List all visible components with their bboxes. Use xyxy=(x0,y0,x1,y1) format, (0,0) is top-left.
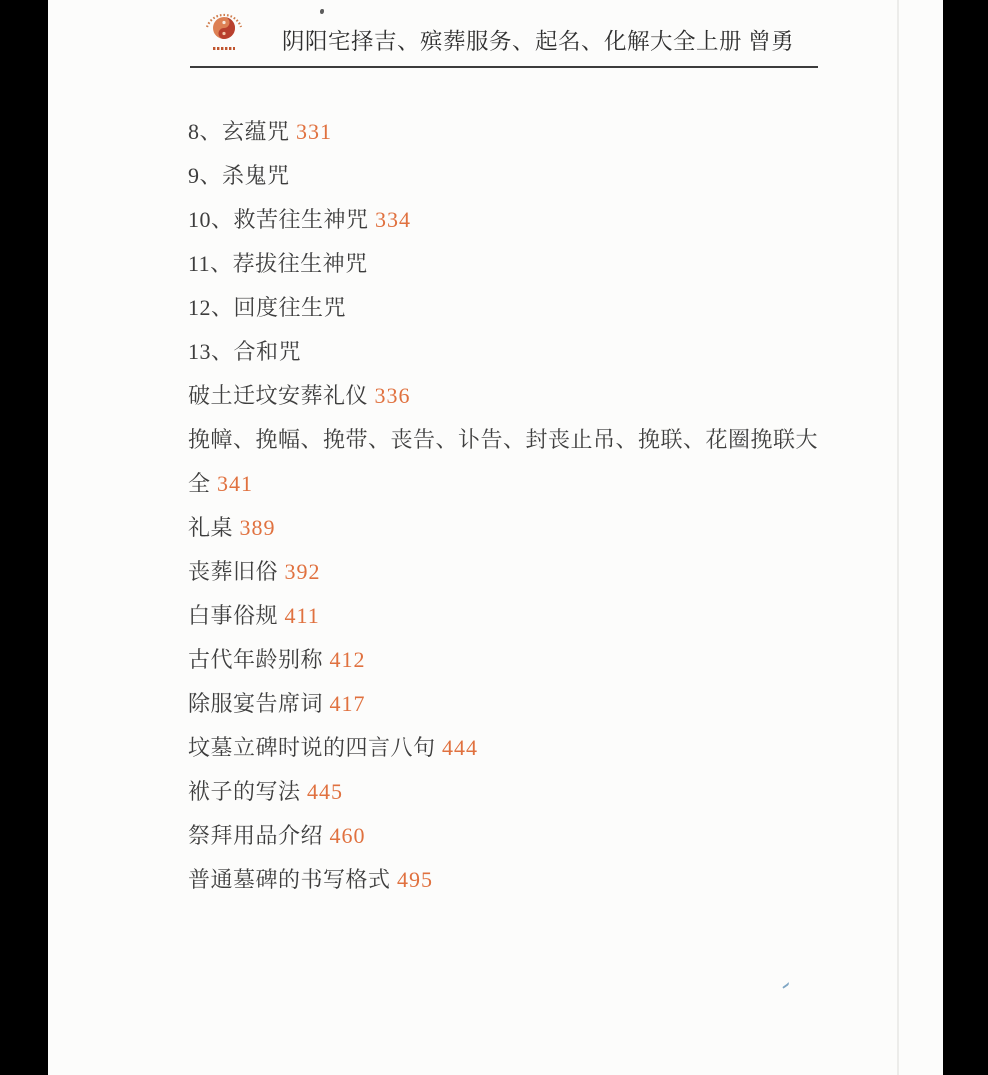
toc-item-label: 13、合和咒 xyxy=(188,339,302,364)
toc-item xyxy=(188,198,824,242)
publisher-logo xyxy=(200,6,248,54)
toc-item-label: 普通墓碑的书写格式 xyxy=(188,867,391,892)
toc-item xyxy=(188,770,824,814)
page-edge-line xyxy=(897,0,899,1075)
toc-item-page: 445 xyxy=(300,779,344,804)
toc-item-page: 417 xyxy=(323,691,366,716)
toc-item-label: 礼桌 xyxy=(188,515,234,540)
toc-item xyxy=(188,682,824,726)
toc-item xyxy=(188,374,824,418)
toc-item xyxy=(188,814,824,858)
toc-item xyxy=(188,594,824,638)
toc-item-page: 331 xyxy=(289,119,333,144)
toc-item-label: 挽幛、挽幅、挽带、丧告、讣告、封丧止吊、挽联、花圈挽联大全 xyxy=(188,427,819,496)
toc-item xyxy=(188,330,824,374)
toc-item-page: 412 xyxy=(323,647,366,672)
book-title: 阴阳宅择吉、殡葬服务、起名、化解大全上册 曾勇 xyxy=(282,29,795,54)
toc-item xyxy=(188,154,824,198)
toc-item-page: 444 xyxy=(435,735,479,760)
toc-item-label: 10、救苦往生神咒 xyxy=(188,207,369,232)
toc-item-label: 白事俗规 xyxy=(188,603,279,628)
pen-mark xyxy=(780,979,790,989)
toc-item-page: 411 xyxy=(278,603,320,628)
toc-item-label: 8、玄蕴咒 xyxy=(188,119,290,144)
toc-item-label: 11、荐拔往生神咒 xyxy=(188,251,368,276)
toc-item xyxy=(188,858,824,902)
toc-item-page: 341 xyxy=(210,471,254,496)
toc-list xyxy=(188,110,824,902)
toc-item-label: 破土迁坟安葬礼仪 xyxy=(188,383,369,408)
toc-item xyxy=(188,110,824,154)
toc-item-label: 12、回度往生咒 xyxy=(188,295,347,320)
toc-item-label: 丧葬旧俗 xyxy=(188,559,279,584)
toc-item-label: 除服宴告席词 xyxy=(188,691,324,716)
toc-item xyxy=(188,242,824,286)
toc-item xyxy=(188,726,824,770)
header-divider xyxy=(190,66,818,68)
toc-item xyxy=(188,638,824,682)
toc-item-label: 坟墓立碑时说的四言八句 xyxy=(188,735,436,760)
toc-item xyxy=(188,506,824,550)
ink-speck xyxy=(320,9,324,14)
toc-item-page: 460 xyxy=(323,823,366,848)
toc-item-page: 495 xyxy=(390,867,434,892)
toc-item-label: 祭拜用品介绍 xyxy=(188,823,324,848)
toc-item-label: 袱子的写法 xyxy=(188,779,301,804)
toc-item xyxy=(188,286,824,330)
toc-item-label: 9、杀鬼咒 xyxy=(188,163,290,188)
toc-item-page: 389 xyxy=(233,515,276,540)
taiji-emblem-icon xyxy=(200,6,248,54)
document-page xyxy=(48,0,943,1075)
toc-item-label: 古代年龄别称 xyxy=(188,647,324,672)
toc-item-page: 334 xyxy=(368,207,412,232)
toc-item xyxy=(188,550,824,594)
toc-item-page: 392 xyxy=(278,559,321,584)
toc-item xyxy=(188,418,824,506)
toc-item-page: 336 xyxy=(368,383,411,408)
